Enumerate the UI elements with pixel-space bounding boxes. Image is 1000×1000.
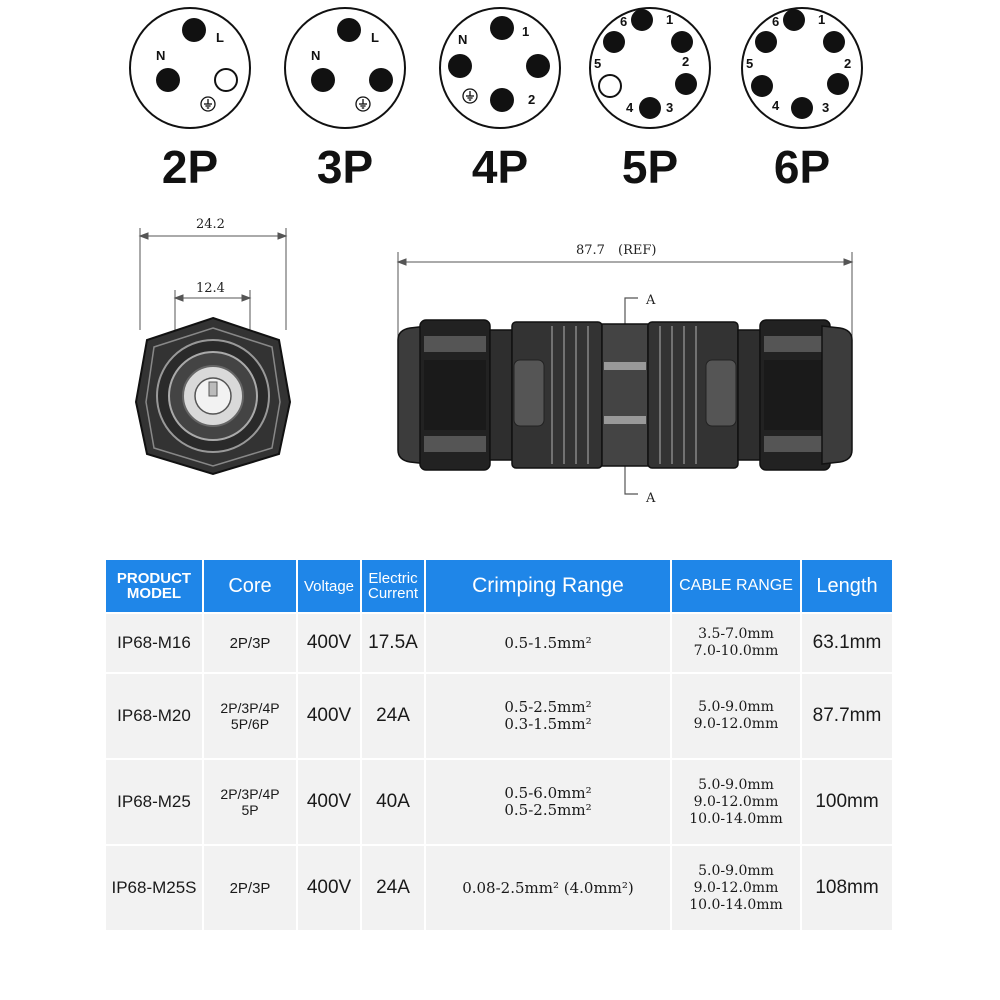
pin-label: L: [371, 30, 379, 45]
header-electric-current: [362, 560, 424, 612]
cell-current: 40A: [362, 760, 424, 844]
pin-contact: [675, 73, 697, 95]
end-view-connector: [136, 318, 290, 474]
header-voltage: Voltage: [298, 560, 360, 612]
pin-contact: [156, 68, 180, 92]
cell-cable: [672, 846, 800, 930]
pin-label: 5: [594, 56, 602, 71]
pin-contact: [490, 88, 514, 112]
cell-crimping: 0.08-2.5mm² (4.0mm²): [426, 846, 670, 930]
pin-label: 1: [666, 12, 674, 27]
cable-range-line: 9.0-12.0mm: [693, 716, 779, 732]
crimping-line: 0.5-6.0mm²: [504, 784, 592, 802]
pin-face-4p: [420, 0, 580, 140]
header-crimping-range: Crimping Range: [426, 560, 670, 612]
cell-voltage: 400V: [298, 614, 360, 672]
pin-count-label: 4P: [471, 141, 529, 193]
crimping-line: 0.5-2.5mm²: [504, 698, 592, 716]
pin-diagrams: [0, 0, 1000, 210]
ground-icon: [201, 97, 215, 111]
pin-label: 2: [528, 92, 536, 107]
spec-table: [106, 560, 892, 930]
pin-diagram-3p: [265, 0, 425, 210]
cell-length: 108mm: [802, 846, 892, 930]
pin-contact: [639, 97, 661, 119]
pin-diagram-5p: [570, 0, 730, 210]
cable-range-line: 9.0-12.0mm: [693, 793, 779, 810]
pin-label: 1: [522, 24, 530, 39]
pin-count-label: 2P: [161, 141, 219, 193]
cell-current: 24A: [362, 846, 424, 930]
pin-count-label: 5P: [621, 141, 679, 193]
cable-range-line: 3.5-7.0mm: [698, 626, 774, 642]
cell-core: [204, 674, 296, 758]
header-product-model: [106, 560, 202, 612]
cell-model: IP68-M16: [106, 614, 202, 672]
cell-voltage: 400V: [298, 674, 360, 758]
header-product-model-line2: MODEL: [126, 585, 182, 602]
header-core: Core: [204, 560, 296, 612]
cable-range-line: 10.0-14.0mm: [689, 896, 783, 913]
cell-length: 100mm: [802, 760, 892, 844]
pin-label: L: [216, 30, 224, 45]
cell-crimping: [426, 760, 670, 844]
pin-face-5p: [570, 0, 730, 140]
cell-core: 2P/3P: [204, 846, 296, 930]
core-line: 5P/6P: [230, 716, 270, 732]
cell-model: IP68-M20: [106, 674, 202, 758]
cell-model: IP68-M25: [106, 760, 202, 844]
pin-label: N: [458, 32, 468, 47]
pin-contact: [448, 54, 472, 78]
pin-contact: [791, 97, 813, 119]
header-current-line1: Electric: [368, 570, 418, 587]
dimension-outer-width: 24.2: [196, 217, 225, 232]
pin-contact: [827, 73, 849, 95]
cell-cable: [672, 760, 800, 844]
pin-contact: [337, 18, 361, 42]
pin-contact: [823, 31, 845, 53]
pin-empty: [215, 69, 237, 91]
crimping-line: 0.3-1.5mm²: [504, 715, 592, 733]
pin-label: 5: [746, 56, 754, 71]
pin-label: 4: [626, 100, 634, 115]
pin-diagram-2p: [110, 0, 270, 210]
cable-range-line: 5.0-9.0mm: [698, 776, 774, 793]
technical-drawing: [0, 210, 1000, 540]
cell-length: 63.1mm: [802, 614, 892, 672]
crimping-line: 0.5-2.5mm²: [504, 801, 592, 819]
pin-label: 6: [772, 14, 780, 29]
dimension-total-length: 87.7: [576, 243, 605, 258]
pin-label: 3: [822, 100, 830, 115]
header-product-model-line1: PRODUCT: [116, 570, 192, 587]
pin-face-3p: [265, 0, 425, 140]
pin-count-label: 6P: [773, 141, 831, 193]
header-cable-range: CABLE RANGE: [672, 560, 800, 612]
cell-core: [204, 760, 296, 844]
pin-face-6p: [722, 0, 882, 140]
cell-model: IP68-M25S: [106, 846, 202, 930]
pin-contact: [182, 18, 206, 42]
pin-label: 4: [772, 98, 780, 113]
cell-current: 17.5A: [362, 614, 424, 672]
pin-empty: [599, 75, 621, 97]
pin-label: 2: [682, 54, 690, 69]
pin-contact: [671, 31, 693, 53]
cable-range-line: 7.0-10.0mm: [693, 643, 779, 659]
pin-count-label: 3P: [316, 141, 374, 193]
pin-label: 3: [666, 100, 674, 115]
section-mark-bottom: A: [646, 491, 656, 506]
cell-crimping: 0.5-1.5mm²: [426, 614, 670, 672]
pin-contact: [783, 9, 805, 31]
pin-label: N: [156, 48, 166, 63]
cable-range-line: 5.0-9.0mm: [698, 699, 774, 715]
pin-contact: [755, 31, 777, 53]
pin-label: 2: [844, 56, 852, 71]
cable-range-line: 9.0-12.0mm: [693, 879, 779, 896]
dimension-inner-width: 12.4: [196, 281, 225, 296]
pin-diagram-4p: [420, 0, 580, 210]
cable-range-line: 10.0-14.0mm: [689, 810, 783, 827]
pin-diagram-6p: [722, 0, 882, 210]
header-length: Length: [802, 560, 892, 612]
ground-icon: [356, 97, 370, 111]
cell-voltage: 400V: [298, 760, 360, 844]
pin-label: 6: [620, 14, 628, 29]
pin-contact: [751, 75, 773, 97]
pin-contact: [369, 68, 393, 92]
header-current-line2: Current: [367, 585, 419, 602]
pin-label: 1: [818, 12, 826, 27]
pin-label: N: [311, 48, 321, 63]
cell-length: 87.7mm: [802, 674, 892, 758]
cell-core: 2P/3P: [204, 614, 296, 672]
core-line: 2P/3P/4P: [220, 700, 280, 716]
pin-face-2p: [110, 0, 270, 140]
pin-contact: [311, 68, 335, 92]
cell-cable: [672, 614, 800, 672]
pin-contact: [603, 31, 625, 53]
cell-cable: [672, 674, 800, 758]
pin-contact: [526, 54, 550, 78]
pin-contact: [490, 16, 514, 40]
cable-range-line: 5.0-9.0mm: [698, 862, 774, 879]
core-line: 2P/3P/4P: [220, 786, 280, 802]
ground-icon: [463, 89, 477, 103]
cell-crimping: [426, 674, 670, 758]
drawing-canvas: [0, 210, 1000, 540]
pin-contact: [631, 9, 653, 31]
cell-current: 24A: [362, 674, 424, 758]
core-line: 5P: [241, 802, 259, 818]
side-view-connector: [398, 320, 852, 470]
dimension-reference-tag: (REF): [618, 243, 657, 258]
section-mark-top: A: [646, 293, 656, 308]
cell-voltage: 400V: [298, 846, 360, 930]
